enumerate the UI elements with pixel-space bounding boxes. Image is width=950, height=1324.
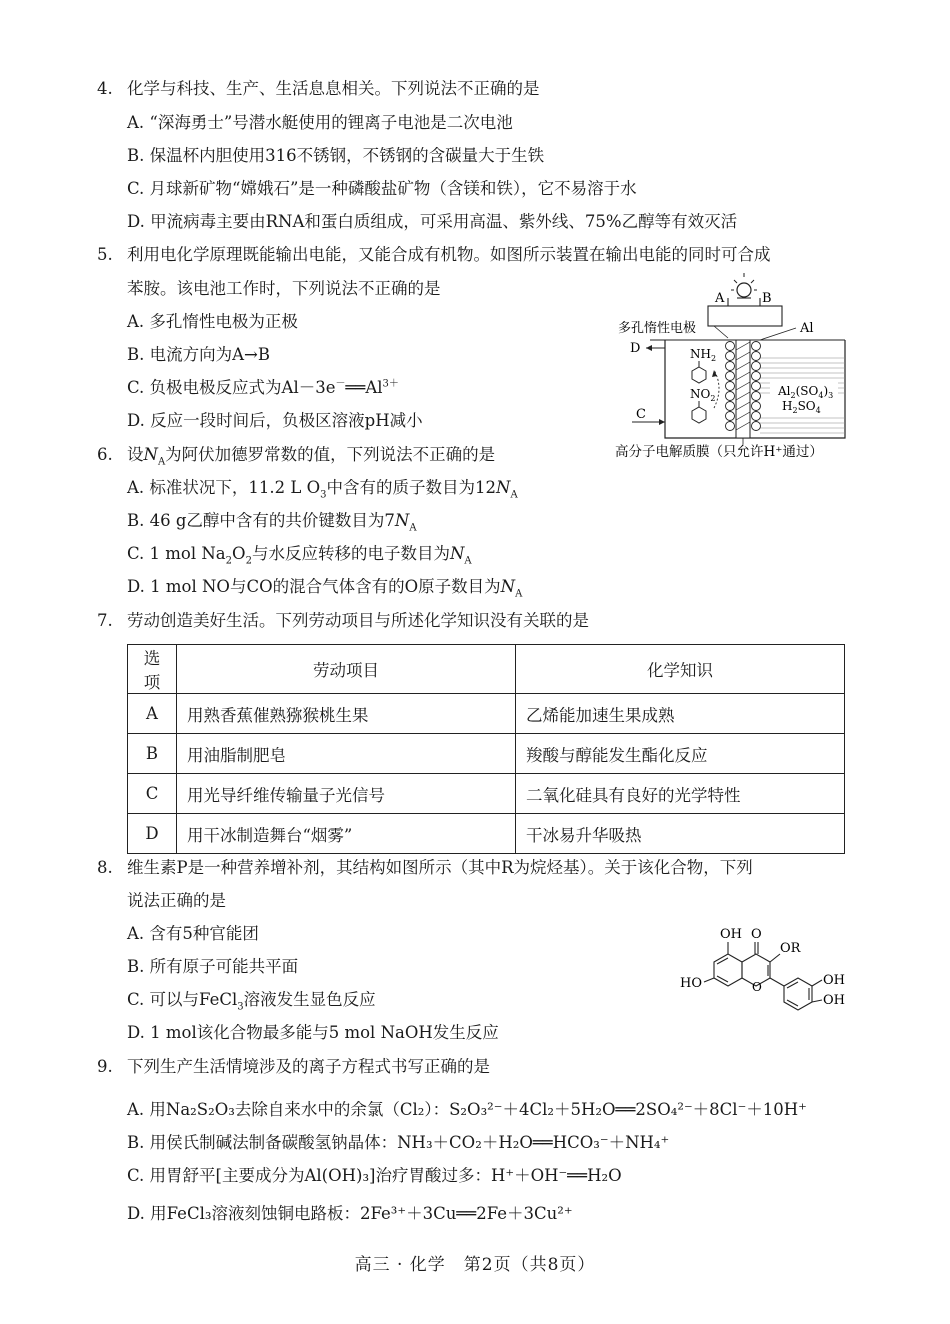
header-chemistry-knowledge: 化学知识 [516,645,845,694]
table-cell: 羧酸与醇能发生酯化反应 [516,734,845,774]
q6-stem-post: 为阿伏加德罗常数的值，下列说法不正确的是 [165,445,496,464]
table-row [128,694,845,734]
q9-option-c: C. 用胃舒平[主要成分为Al(OH)₃]治疗胃酸过多：H⁺＋OH⁻══H₂O [127,1166,622,1185]
na-symbol: N [500,577,516,596]
q6-option-d: D. 1 mol NO与CO的混合气体含有的O原子数目为$N_A$ [127,577,523,600]
nitrobenzene-ring-icon [692,407,706,423]
q5-option-c-pre: C. 负极电极反应式为Al－3e [127,378,336,397]
q7-number: 7. [97,611,113,630]
q6-number: 6. [97,445,113,464]
table-cell: 干冰易升华吸热 [516,814,845,854]
q6-option-b-pre: B. 46 g乙醇中含有的共价键数目为7 [127,511,395,530]
electrochemical-cell-diagram [610,268,855,463]
table-cell: B [128,734,177,774]
q4-option-a: A. “深海勇士”号潜水艇使用的锂离子电池是二次电池 [127,113,513,132]
porous-electrode-label: 多孔惰性电极 [618,321,697,336]
q6-option-c-mid: 与水反应转移的电子数目为 [251,544,450,563]
q8-option-c: C. 可以与FeCl$_3$溶液发生显色反应 [127,990,376,1013]
q6-option-a-mid: 中含有的质子数目为12 [326,478,496,497]
table-cell: D [128,814,177,854]
q9-stem: 下列生产生活情境涉及的离子方程式书写正确的是 [127,1057,490,1076]
q5-option-a: A. 多孔惰性电极为正极 [127,312,298,331]
inlet-c-label: C [636,407,646,422]
q4-option-d: D. 甲流病毒主要由RNA和蛋白质组成，可采用高温、紫外线、75%乙醇等有效灭活 [127,212,738,231]
q6-option-a: A. 标准状况下，11.2 L $O_3$中含有的质子数目为$12N_A$ [127,478,518,501]
table-row [128,814,845,854]
terminal-b-label: B [762,291,772,306]
q5-option-d: D. 反应一段时间后，负极区溶液pH减小 [127,411,423,430]
q8-stem-line2: 说法正确的是 [127,891,226,910]
q6-option-d-pre: D. 1 mol NO与CO的混合气体含有的O原子数目为 [127,577,501,596]
page-footer: 高三 · 化学 第2页（共8页） [354,1255,596,1275]
table-cell: 用干冰制造舞台“烟雾” [177,814,516,854]
oh-top-label: OH [720,927,742,942]
electrolyte-al2so43-label: $Al_2(SO_4)_3$ [778,384,834,400]
q6-stem: 设$N_A$为阿伏加德罗常数的值，下列说法不正确的是 [127,445,496,468]
carbonyl-o-label: O [751,927,762,942]
q9-option-d: D. 用FeCl₃溶液刻蚀铜电路板：2Fe³⁺＋3Cu══2Fe＋3Cu²⁺ [127,1204,573,1223]
vitamin-p-structure-diagram [672,920,852,1020]
membrane-caption: 高分子电解质膜（只允许H⁺通过） [615,444,823,460]
ring-o-label: O [752,980,762,994]
q6-stem-pre: 设 [127,445,144,464]
q8-number: 8. [97,858,113,877]
nh2-label: $NH_2$ [690,347,717,363]
q5-option-c-mid: ══Al [345,378,383,397]
q7-stem: 劳动创造美好生活。下列劳动项目与所述化学知识没有关联的是 [127,611,589,630]
na-symbol: N [449,544,465,563]
q6-option-b: B. 46 g乙醇中含有的共价键数目为$7N_A$ [127,511,417,534]
terminal-a-label: A [715,291,725,306]
or-group-label: OR [780,941,801,956]
aniline-ring-icon [692,367,706,383]
header-option: 选项 [128,645,177,694]
q5-option-b: B. 电流方向为A→B [127,345,270,364]
q8-option-b: B. 所有原子可能共平面 [127,957,299,976]
outlet-d-label: D [630,341,641,356]
q8-option-c-post: 溶液发生显色反应 [243,990,376,1009]
electrolyte-h2so4-label: $H_2SO_4$ [782,399,821,415]
q9-option-a: A. 用Na₂S₂O₃去除自来水中的余氯（Cl₂）：S₂O₃²⁻＋4Cl₂＋5H₂O══2SO₄²⁻＋8Cl⁻＋10H⁺ [127,1100,807,1119]
q8-option-a: A. 含有5种官能团 [127,924,259,943]
table-cell: A [128,694,177,734]
q8-option-d: D. 1 mol该化合物最多能与5 mol NaOH发生反应 [127,1023,499,1042]
q5-option-c: C. 负极电极反应式为$Al-3e^-══Al^{3+}$ [127,378,399,397]
table-row [128,774,845,814]
na-symbol: N [394,511,410,530]
oh-right1-label: OH [823,973,845,988]
q4-option-c: C. 月球新矿物“嫦娥石”是一种磷酸盐矿物（含镁和铁），它不易溶于水 [127,179,637,198]
q4-option-b: B. 保温杯内胆使用316不锈钢，不锈钢的含碳量大于生铁 [127,146,545,165]
table-cell: 乙烯能加速生果成熟 [516,694,845,734]
na-symbol: N [496,478,511,497]
q4-number: 4. [97,79,113,98]
labor-knowledge-table [127,644,845,854]
al-electrode-label: Al [800,321,814,336]
no2-label: $NO_2$ [690,387,716,403]
ho-left-label: HO [680,976,702,991]
header-labor-item: 劳动项目 [177,645,516,694]
q6-option-c: C. 1 mol $Na_2O_2$与水反应转移的电子数目为$N_A$ [127,544,472,567]
table-cell: 二氧化硅具有良好的光学特性 [516,774,845,814]
q5-stem-line1: 利用电化学原理既能输出电能，又能合成有机物。如图所示装置在输出电能的同时可合成 [127,245,771,264]
table-header-row [128,645,845,694]
q6-option-a-pre: A. 标准状况下，11.2 L O [127,478,321,497]
q5-stem-line2: 苯胺。该电池工作时，下列说法不正确的是 [127,279,441,298]
table-cell: 用油脂制肥皂 [177,734,516,774]
q4-stem: 化学与科技、生产、生活息息相关。下列说法不正确的是 [127,79,540,98]
q8-stem-line1: 维生素P是一种营养增补剂，其结构如图所示（其中R为烷烃基）。关于该化合物，下列 [127,858,753,877]
table-row [128,734,845,774]
table-cell: 用熟香蕉催熟猕猴桃生果 [177,694,516,734]
q5-number: 5. [97,245,113,264]
table-cell: C [128,774,177,814]
table-cell: 用光导纤维传输量子光信号 [177,774,516,814]
q8-option-c-pre: C. 可以与FeCl [127,990,238,1009]
q6-option-c-pre: C. 1 mol Na [127,544,226,563]
q9-number: 9. [97,1057,113,1076]
lightbulb-icon [737,283,751,297]
na-symbol: N [143,445,158,464]
q9-option-b: B. 用侯氏制碱法制备碳酸氢钠晶体：NH₃＋CO₂＋H₂O══HCO₃⁻＋NH₄⁺ [127,1133,670,1152]
oh-right2-label: OH [823,993,845,1008]
